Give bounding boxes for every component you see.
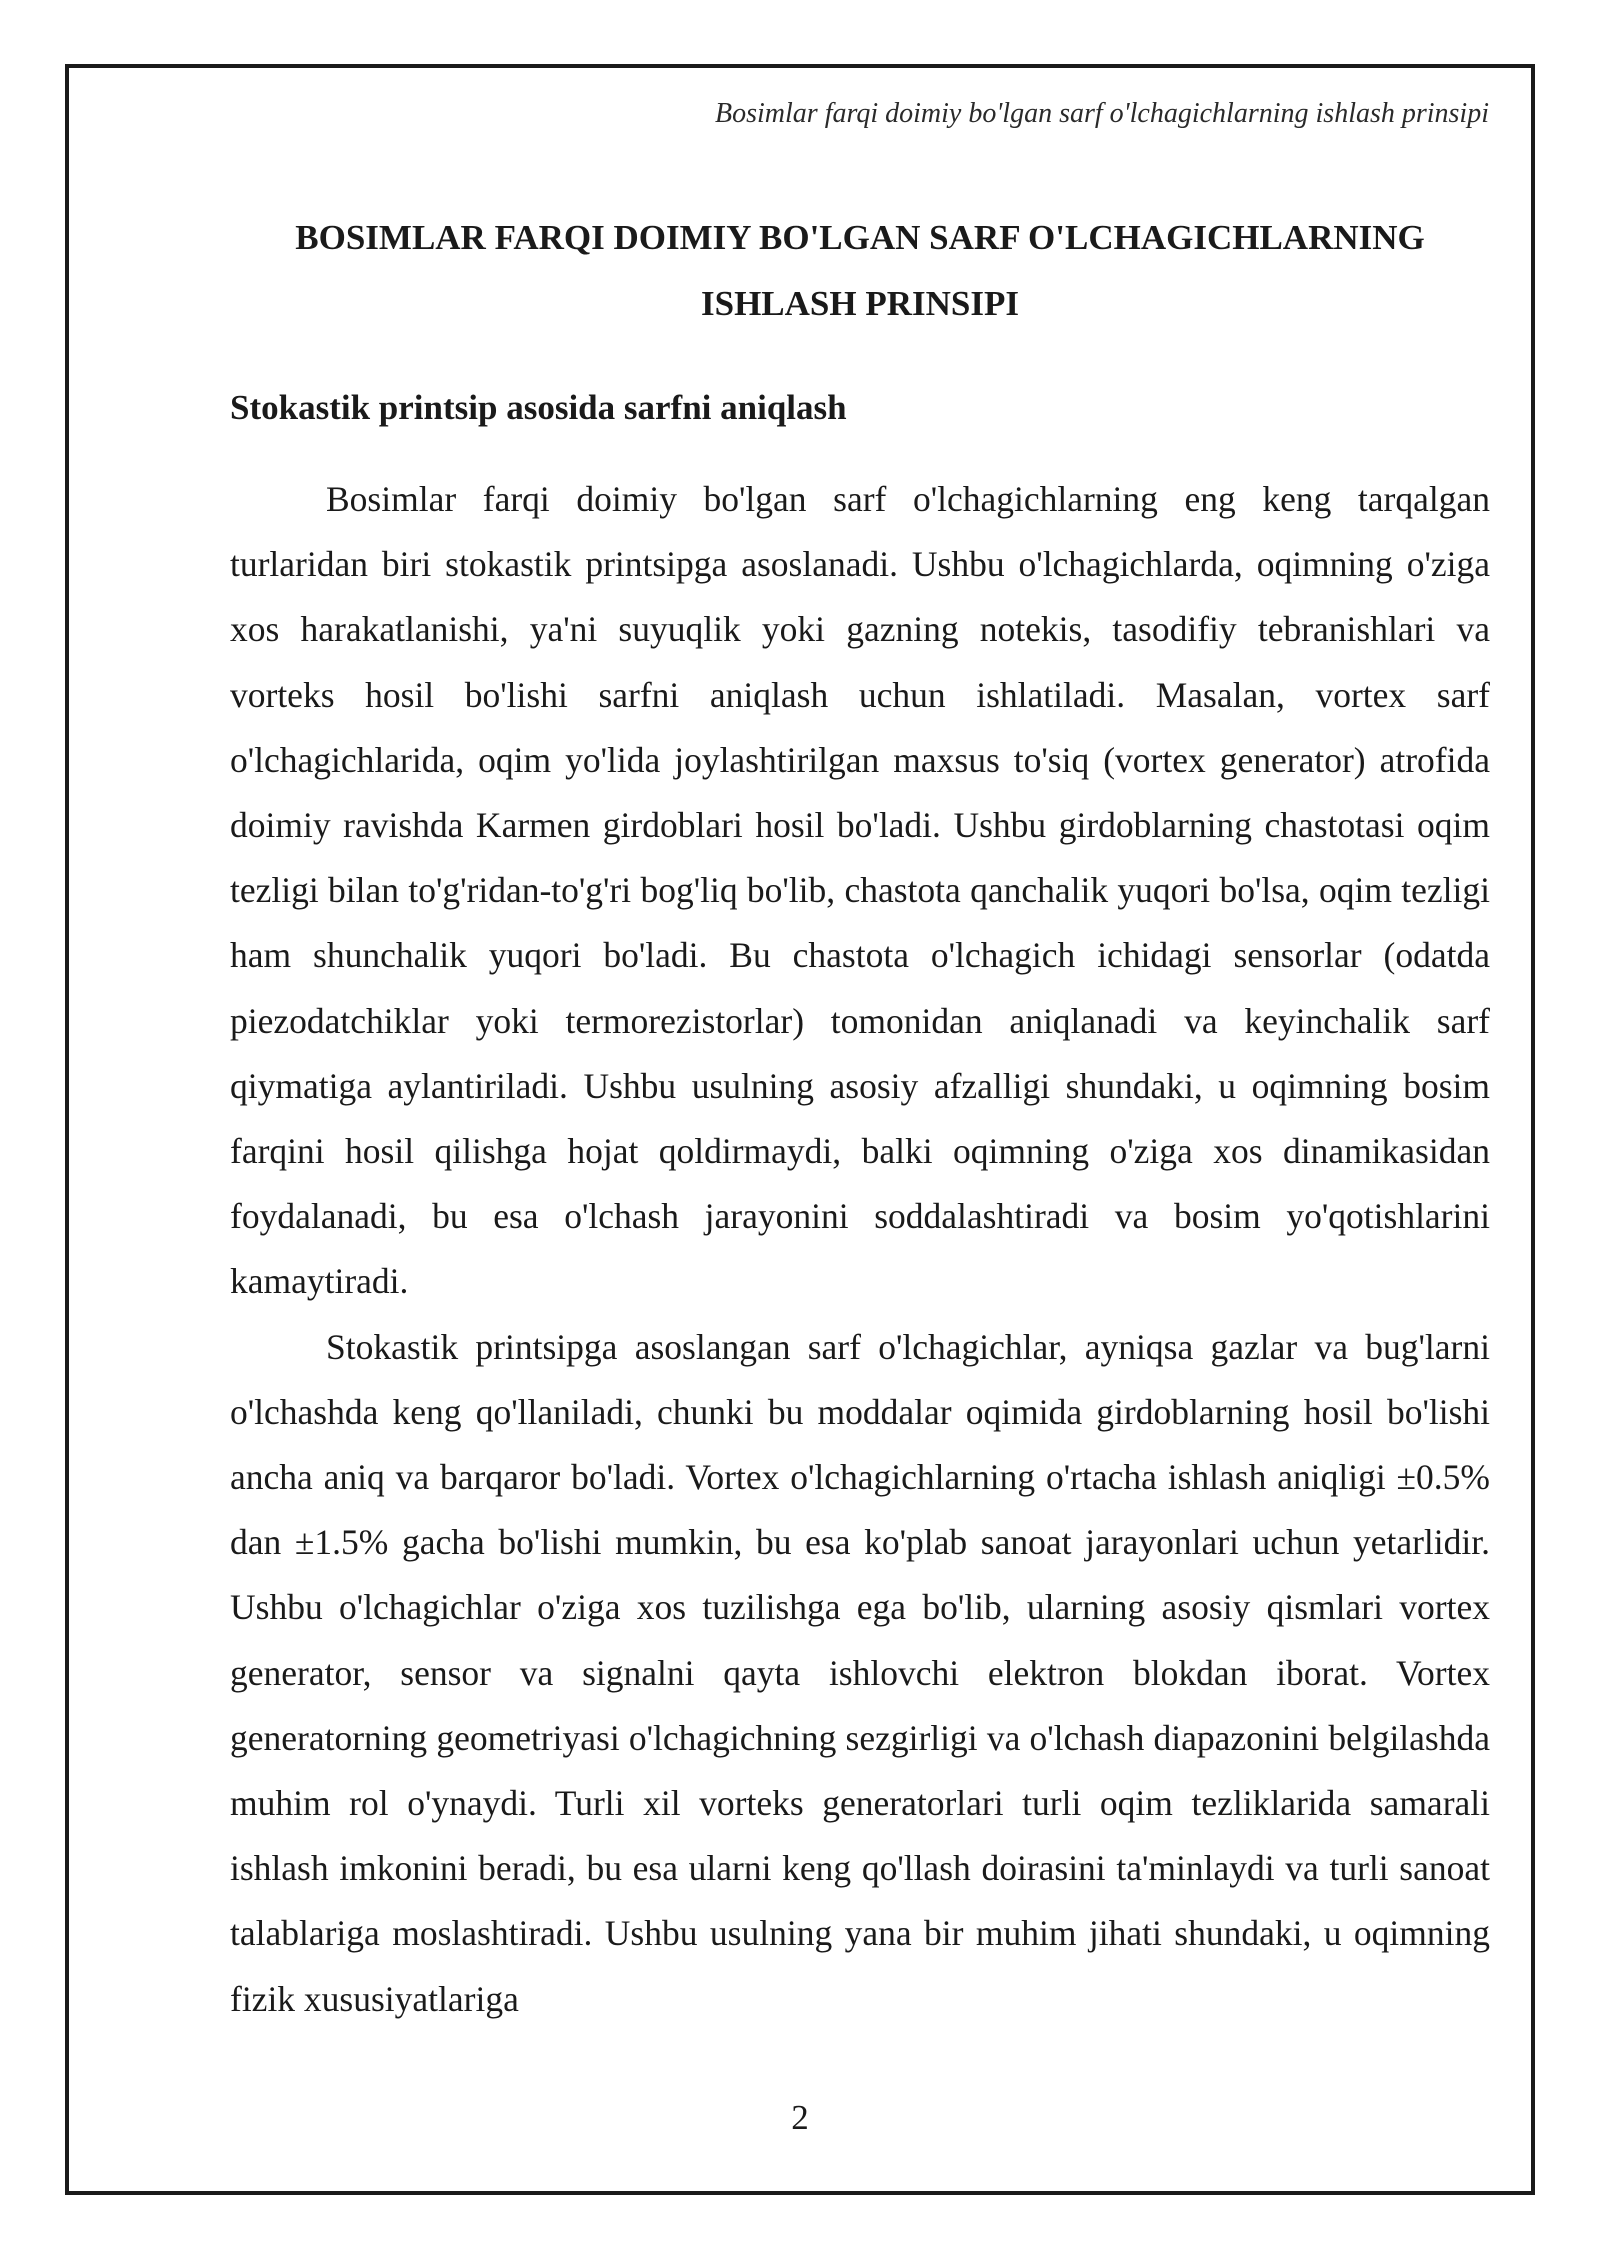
paragraph-2: Stokastik printsipga asoslangan sarf o'lchagichlar, ayniqsa gazlar va bug'larni o'lchashda keng qo'llaniladi, chunki bu moddalar oqimida girdoblarning hosil bo'lishi ancha aniq va barqaror bo'ladi. Vortex o'lchagichlarning o'rtacha ishlash aniqligi ±0.5% dan ±1.5% gacha bo'lishi mumkin, bu esa ko'plab sanoat jarayonlari uchun yetarlidir. Ushbu o'lchagichlar o'ziga xos tuzilishga ega bo'lib, ularning asosiy qismlari vortex generator, sensor va signalni qayta ishlovchi elektron blokdan iborat. Vortex generatorning geometriyasi o'lchagichning sezgirligi va o'lchash diapazonini belgilashda muhim rol o'ynaydi. Turli xil vorteks generatorlari turli oqim tezliklarida samarali ishlash imkonini beradi, bu esa ularni keng qo'llash doirasini ta'minlaydi va turli sanoat talablariga moslashtiradi. Ushbu usulning yana bir muhim jihati shundaki, u oqimning fizik xususiyatlariga — [230, 1326, 1490, 2019]
document-title: BOSIMLAR FARQI DOIMIY BO'LGAN SARF O'LCHAGICHLARNING ISHLASH PRINSIPI — [295, 218, 1425, 323]
section-heading: Stokastik printsip asosida sarfni aniqlash — [230, 388, 847, 427]
running-header: Bosimlar farqi doimiy bo'lgan sarf o'lchagichlarning ishlash prinsipi — [715, 98, 1489, 129]
paragraph-1: Bosimlar farqi doimiy bo'lgan sarf o'lchagichlarning eng keng tarqalgan turlaridan biri stokastik printsipga asoslanadi. Ushbu o'lchagichlarda, oqimning o'ziga xos harakatlanishi, ya'ni suyuqlik yoki gazning notekis, tasodifiy tebranishlari va vorteks hosil bo'lishi sarfni aniqlash uchun ishlatiladi. Masalan, vortex sarf o'lchagichlarida, oqim yo'lida joylashtirilgan maxsus to'siq (vortex generator) atrofida doimiy ravishda Karmen girdoblari hosil bo'ladi. Ushbu girdoblarning chastotasi oqim tezligi bilan to'g'ridan-to'g'ri bog'liq bo'lib, chastota qanchalik yuqori bo'lsa, oqim tezligi ham shunchalik yuqori bo'ladi. Bu chastota o'lchagich ichidagi sensorlar (odatda piezodatchiklar yoki termorezistorlar) tomonidan aniqlanadi va keyinchalik sarf qiymatiga aylantiriladi. Ushbu usulning asosiy afzalligi shundaki, u oqimning bosim farqini hosil qilishga hojat qoldirmaydi, balki oqimning o'ziga xos dinamikasidan foydalanadi, bu esa o'lchash jarayonini soddalashtiradi va bosim yo'qotishlarini kamaytiradi. — [230, 479, 1490, 1302]
page-number: 2 — [791, 2098, 809, 2137]
body-text — [230, 467, 1490, 2032]
